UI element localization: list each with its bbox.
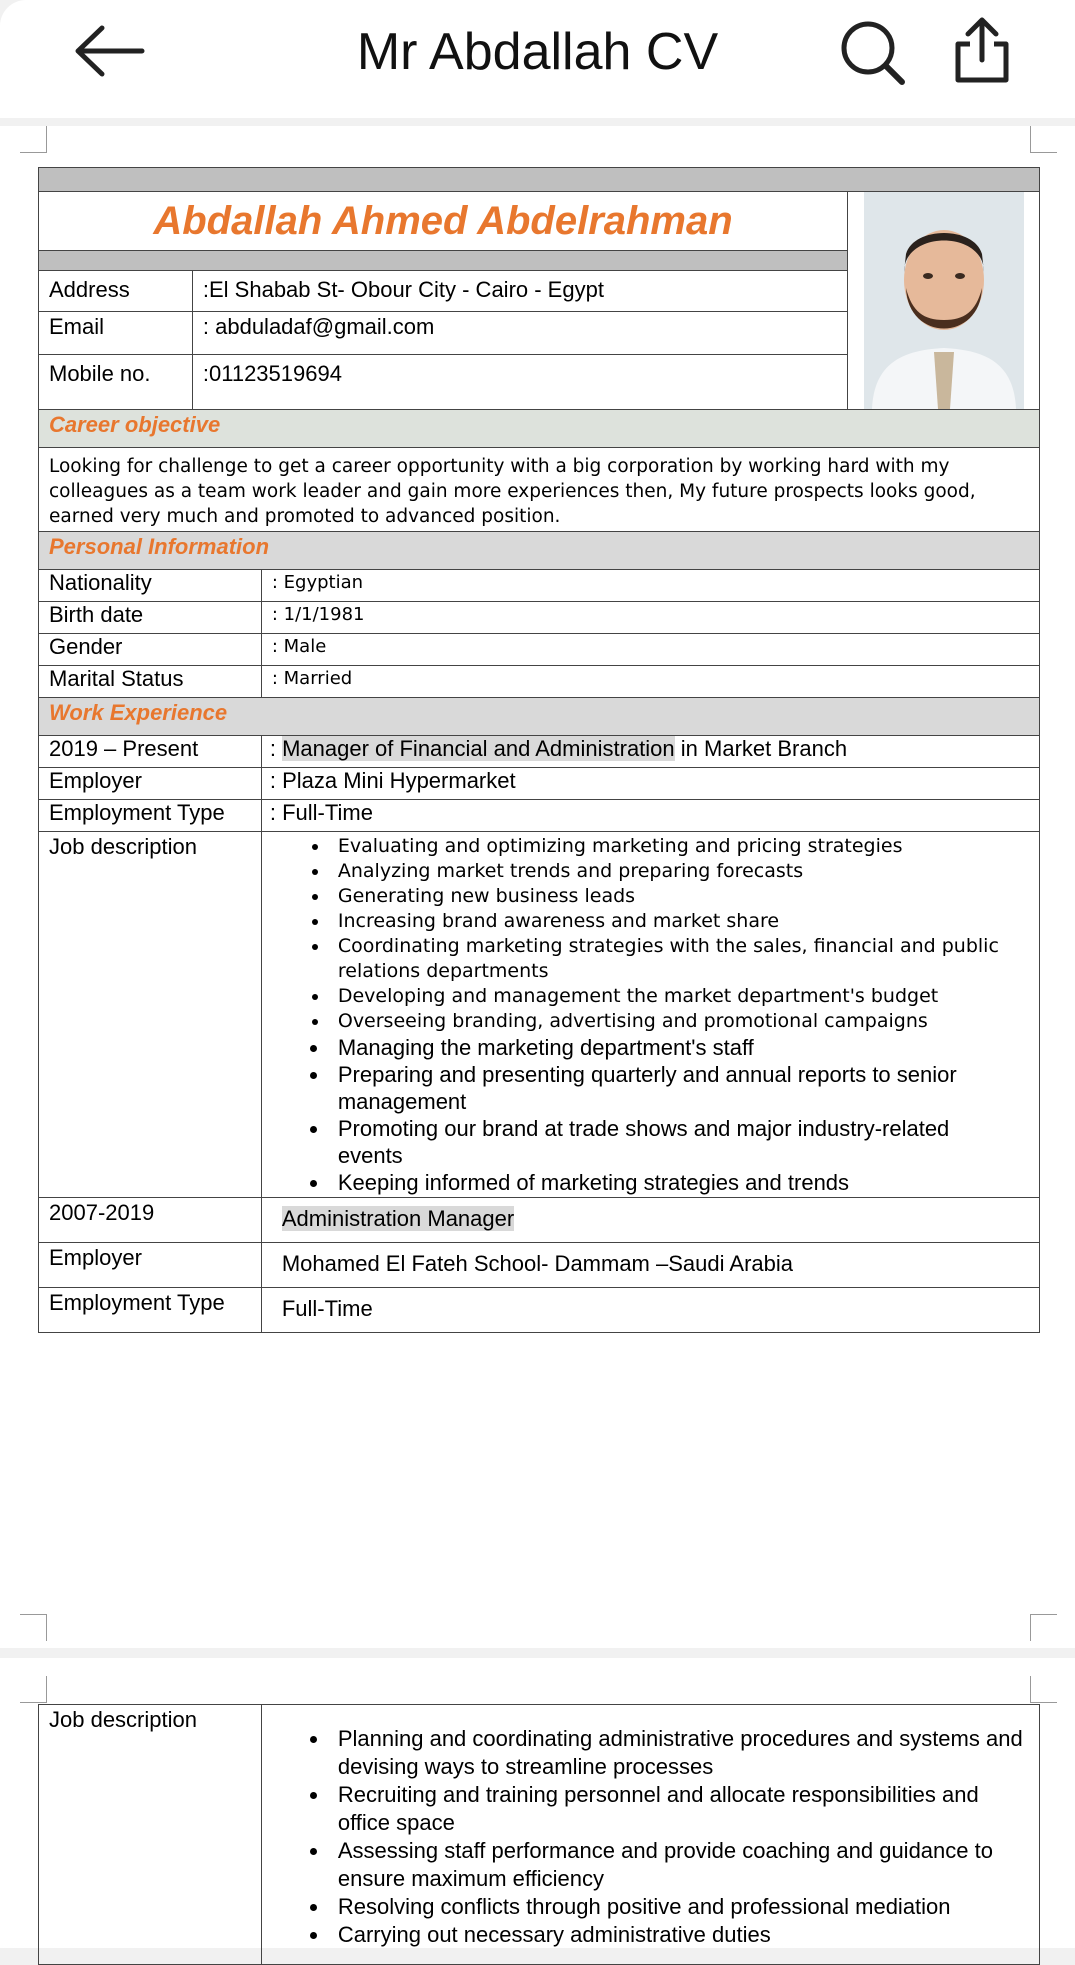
page-corner-mark (1030, 1614, 1057, 1641)
address-label: Address (39, 271, 193, 312)
duty-item: • Managing the marketing department's staff (330, 1034, 1019, 1061)
email-label: Email (39, 312, 193, 355)
cv-continuation-table (38, 1704, 1040, 1965)
job1-duties-list (272, 834, 1019, 1196)
job1-type: : Full-Time (261, 800, 1039, 832)
duty-item: • Carrying out necessary administrative duties (330, 1921, 1029, 1949)
job2-title-cell (261, 1198, 1039, 1243)
page-corner-mark (1030, 1676, 1057, 1703)
email-value[interactable]: : abduladaf@gmail.com (192, 312, 847, 355)
candidate-name: Abdallah Ahmed Abdelrahman (39, 192, 848, 251)
header-gray-bar (39, 168, 1040, 192)
job2-type: Full-Time (261, 1288, 1039, 1333)
cv-body-table (38, 409, 1040, 1333)
duty-item: • Increasing brand awareness and market share (330, 909, 1019, 934)
personal-info-heading: Personal Information (39, 532, 1040, 570)
job1-duties-cell (261, 832, 1039, 1198)
birth-date-label: Birth date (39, 602, 262, 634)
share-icon[interactable] (952, 16, 1012, 86)
duty-item: • Preparing and presenting quarterly and annual reports to senior management (330, 1061, 1019, 1115)
header-gray-bar (39, 251, 848, 271)
birth-date-value: : 1/1/1981 (261, 602, 1039, 634)
nationality-value: : Egyptian (261, 570, 1039, 602)
mobile-label: Mobile no. (39, 354, 193, 409)
job2-title: Administration Manager (281, 1206, 515, 1231)
page-corner-mark (20, 1614, 47, 1641)
job2-employer-label: Employer (39, 1243, 262, 1288)
job2-duties-cell (261, 1705, 1039, 1965)
job1-employer: : Plaza Mini Hypermarket (261, 768, 1039, 800)
document-title: Mr Abdallah CV (356, 23, 719, 81)
cv-header-table (38, 167, 1040, 410)
top-app-bar (0, 0, 1075, 118)
career-objective-heading: Career objective (39, 410, 1040, 448)
gender-value: : Male (261, 634, 1039, 666)
job2-desc-label: Job description (39, 1705, 262, 1965)
document-page-2[interactable] (0, 1658, 1075, 1948)
job1-employer-label: Employer (39, 768, 262, 800)
person-photo-icon (864, 192, 1024, 409)
duty-item: • Coordinating marketing strategies with the sales, financial and public relations departments (330, 934, 1019, 984)
job1-period: 2019 – Present (39, 736, 262, 768)
mobile-value: :01123519694 (192, 354, 1039, 409)
job1-title-rest: in Market Branch (674, 736, 848, 761)
job1-sep: : (269, 736, 283, 761)
marital-status-label: Marital Status (39, 666, 262, 698)
duty-item: • Overseeing branding, advertising and promotional campaigns (330, 1009, 1019, 1034)
job2-employer: Mohamed El Fateh School- Dammam –Saudi Arabia (261, 1243, 1039, 1288)
duty-item: • Recruiting and training personnel and allocate responsibilities and office space (330, 1781, 1029, 1837)
gender-label: Gender (39, 634, 262, 666)
job2-duties-list (272, 1725, 1029, 1949)
job1-title: Manager of Financial and Administration (282, 736, 675, 761)
duty-item: • Keeping informed of marketing strategies and trends (330, 1169, 1019, 1196)
photo-cell (848, 192, 1040, 410)
job1-desc-label: Job description (39, 832, 262, 1198)
profile-photo (864, 192, 1024, 409)
duty-item: • Promoting our brand at trade shows and major industry-related events (330, 1115, 1019, 1169)
marital-status-value: : Married (261, 666, 1039, 698)
duty-item: • Generating new business leads (330, 884, 1019, 909)
nationality-label: Nationality (39, 570, 262, 602)
job2-type-label: Employment Type (39, 1288, 262, 1333)
address-value: :El Shabab St- Obour City - Cairo - Egypt (192, 271, 847, 312)
duty-item: • Planning and coordinating administrative procedures and systems and devising ways to streamline processes (330, 1725, 1029, 1781)
duty-item: • Analyzing market trends and preparing forecasts (330, 859, 1019, 884)
career-objective-text: Looking for challenge to get a career opportunity with a big corporation by working hard with my colleagues as a team work leader and gain more experiences then, My future prospects looks good, earned very much and promoted to advanced position. (39, 448, 1040, 532)
duty-item: • Developing and management the market department's budget (330, 984, 1019, 1009)
search-icon[interactable] (838, 18, 908, 88)
work-experience-heading: Work Experience (39, 698, 1040, 736)
document-page-1[interactable] (0, 126, 1075, 1648)
page-corner-mark (20, 126, 47, 153)
page-corner-mark (20, 1676, 47, 1703)
job1-type-label: Employment Type (39, 800, 262, 832)
job2-period: 2007-2019 (39, 1198, 262, 1243)
duty-item: • Assessing staff performance and provide coaching and guidance to ensure maximum efficiency (330, 1837, 1029, 1893)
duty-item: • Resolving conflicts through positive and professional mediation (330, 1893, 1029, 1921)
duty-item: • Evaluating and optimizing marketing and pricing strategies (330, 834, 1019, 859)
job1-title-cell (261, 736, 1039, 768)
page-corner-mark (1030, 126, 1057, 153)
